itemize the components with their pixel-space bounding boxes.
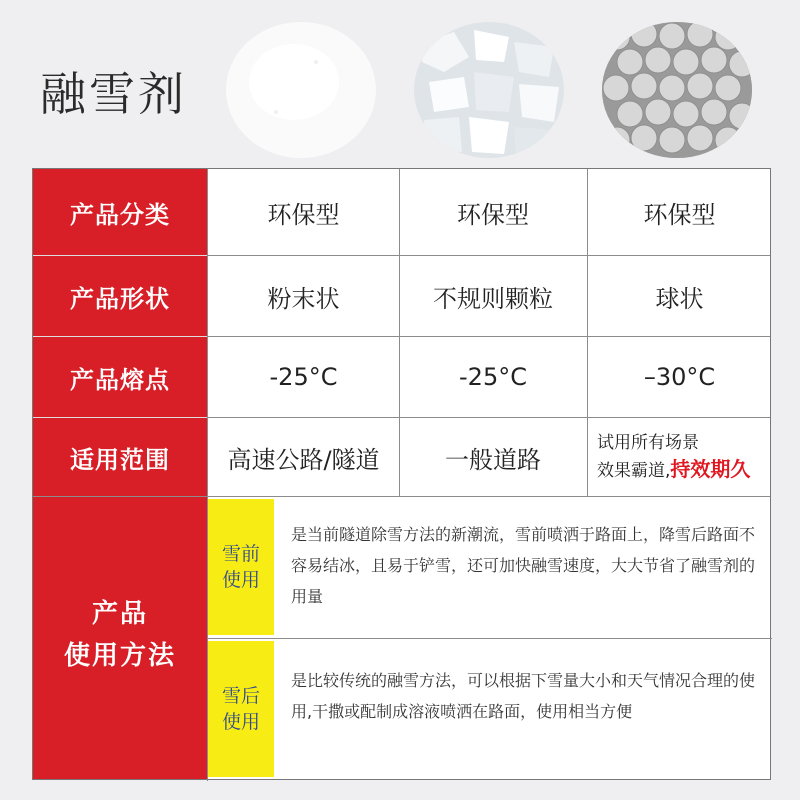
before-snow-tag: [208, 499, 274, 635]
melting-point-label: 产品熔点: [70, 365, 170, 394]
usage-row-divider: [208, 638, 772, 639]
scope-value-2: 一般道路: [445, 445, 541, 474]
category-value-2: 环保型: [457, 200, 529, 229]
after-snow-tag-line2: 使用: [221, 711, 260, 733]
after-snow-description: 是比较传统的融雪方法，可以根据下雪量大小和天气情况合理的使用,干撒或配制成溶液喷洒在路面，使用相当方便: [291, 671, 756, 721]
ball-sample-image: [602, 22, 752, 158]
before-snow-tag-line1: 雪前: [221, 543, 260, 565]
scope-value-1: 高速公路/隧道: [227, 445, 380, 474]
irregular-granule-sample-image: [414, 22, 564, 158]
after-snow-tag: [208, 641, 274, 777]
melting-point-value-1: -25°C: [269, 363, 338, 391]
before-snow-tag-line2: 使用: [221, 569, 260, 591]
after-snow-tag-line1: 雪后: [221, 685, 260, 707]
page-title: 融雪剂: [40, 67, 187, 121]
scope-value-3-prefix: 效果霸道,: [597, 461, 671, 481]
usage-label-line1: 产品: [91, 599, 148, 629]
scope-label: 适用范围: [70, 445, 170, 474]
category-value-3: 环保型: [643, 200, 716, 229]
scope-value-3-line1: 试用所有场景: [597, 433, 699, 453]
melting-point-value-3: –30°C: [643, 363, 716, 391]
comparison-table: [32, 168, 771, 780]
column-divider: [587, 169, 588, 496]
category-label: 产品分类: [70, 200, 170, 229]
row-divider: [33, 496, 770, 497]
shape-value-2: 不规则颗粒: [433, 284, 553, 313]
powder-sample-image: [226, 22, 376, 158]
shape-value-1: 粉末状: [267, 284, 340, 313]
shape-label: 产品形状: [70, 284, 170, 313]
scope-value-3: [587, 418, 772, 496]
column-divider: [207, 169, 208, 496]
usage-label-line2: 使用方法: [63, 641, 176, 671]
shape-value-3: 球状: [655, 284, 704, 313]
before-snow-description: 是当前隧道除雪方法的新潮流，雪前喷洒于路面上，降雪后路面不容易结冰，且易于铲雪，还可加快融雪速度，大大节省了融雪剂的用量: [291, 525, 756, 606]
scope-highlight: 持效期久: [670, 457, 751, 481]
scope-value-3-line2: [597, 456, 750, 484]
melting-point-value-2: -25°C: [459, 363, 527, 391]
column-divider: [399, 169, 400, 496]
category-value-1: 环保型: [267, 200, 340, 229]
